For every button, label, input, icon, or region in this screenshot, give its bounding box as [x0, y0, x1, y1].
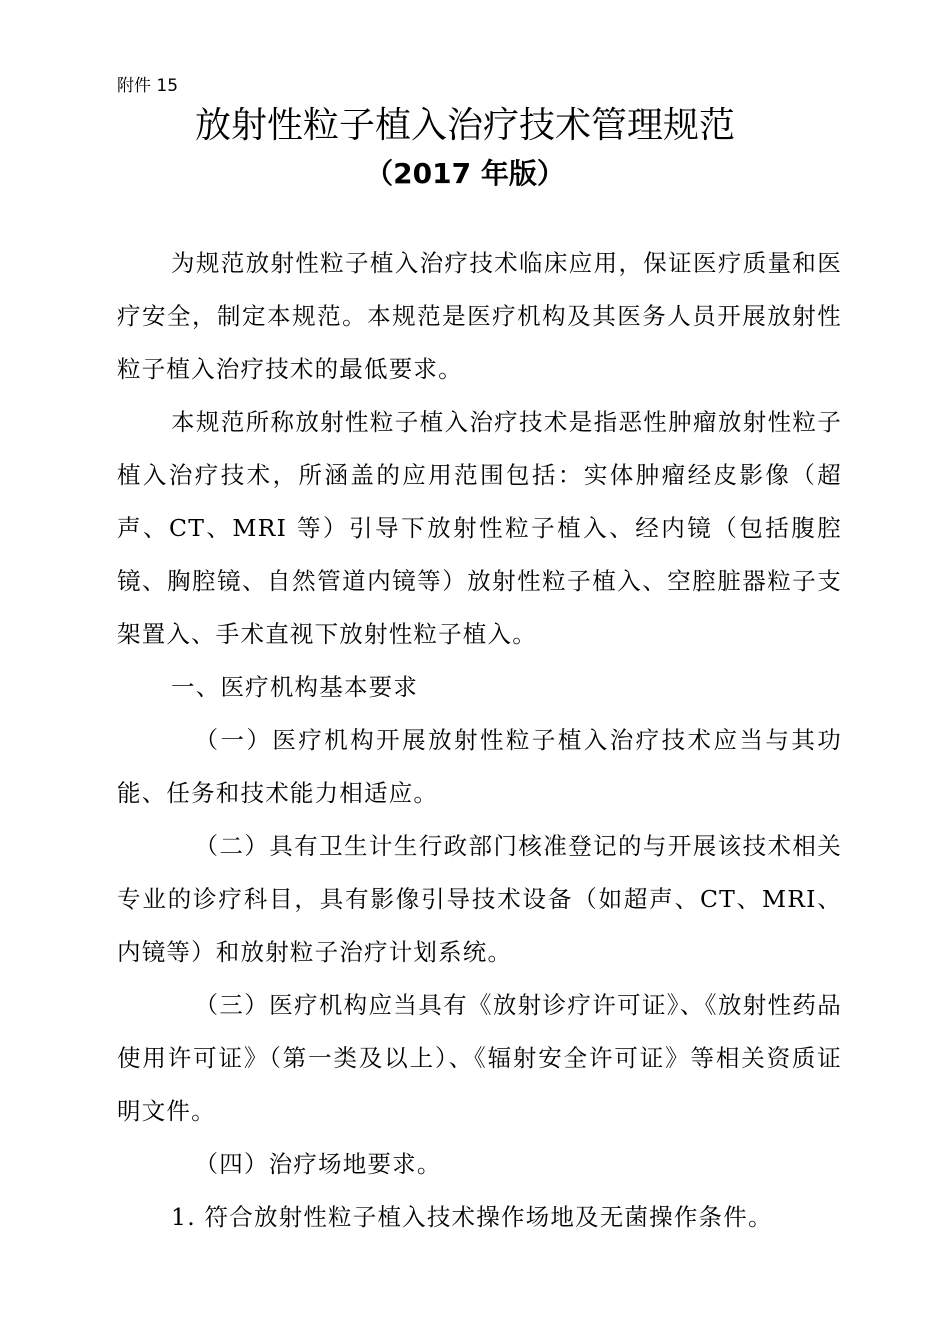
paragraph-item-2: （二）具有卫生计生行政部门核准登记的与开展该技术相关专业的诊疗科目，具有影像引导技术设备（如超声、CT、MRI、内镜等）和放射粒子治疗计划系统。: [117, 832, 842, 966]
paragraph-item-4: （四）治疗场地要求。: [194, 1150, 442, 1178]
section-heading-institution-requirements: 一、医疗机构基本要求: [171, 673, 419, 701]
paragraph-purpose: 为规范放射性粒子植入治疗技术临床应用，保证医疗质量和医疗安全，制定本规范。本规范是医疗机构及其医务人员开展放射性粒子植入治疗技术的最低要求。: [117, 249, 842, 383]
document-edition: （2017 年版）: [365, 157, 565, 190]
attachment-label: 附件 15: [117, 76, 179, 96]
paragraph-scope: 本规范所称放射性粒子植入治疗技术是指恶性肿瘤放射性粒子植入治疗技术，所涵盖的应用范围包括：实体肿瘤经皮影像（超声、CT、MRI 等）引导下放射性粒子植入、经内镜（包括腹腔镜、胸腔镜、自然管道内镜等）放射性粒子植入、空腔脏器粒子支架置入、手术直视下放射性粒子植入。: [117, 408, 842, 648]
document-title: 放射性粒子植入治疗技术管理规范: [194, 105, 735, 146]
paragraph-subitem-1: 1. 符合放射性粒子植入技术操作场地及无菌操作条件。: [171, 1203, 773, 1231]
document-body: [117, 237, 842, 1244]
paragraph-item-3: （三）医疗机构应当具有《放射诊疗许可证》、《放射性药品使用许可证》（第一类及以上）、《辐射安全许可证》等相关资质证明文件。: [117, 991, 842, 1125]
paragraph-item-1: （一）医疗机构开展放射性粒子植入治疗技术应当与其功能、任务和技术能力相适应。: [117, 726, 842, 807]
